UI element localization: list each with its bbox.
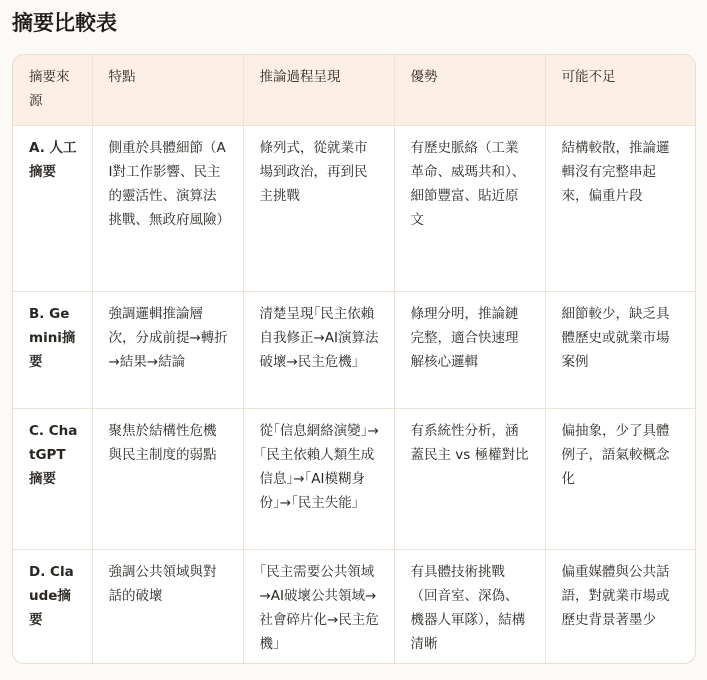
cell-strengths: 有系統性分析，涵蓋民主 vs 極權對比 [394,409,545,550]
header-reasoning: 推論過程呈現 [243,55,394,126]
cell-features: 側重於具體細節（AI對工作影響、民主的靈活性、演算法挑戰、無政府風險） [92,126,243,292]
cell-source: B. Gemini摘要 [13,292,92,409]
cell-reasoning: 從｢信息網絡演變｣→｢民主依賴人類生成信息｣→｢AI模糊身份｣→｢民主失能｣ [243,409,394,550]
cell-reasoning: ｢民主需要公共領域→AI破壞公共領域→社會碎片化→民主危機｣ [243,550,394,665]
table-row [13,409,695,550]
cell-features: 強調邏輯推論層次，分成前提→轉折→結果→結論 [92,292,243,409]
comparison-table [12,54,696,664]
cell-source: C. ChatGPT摘要 [13,409,92,550]
header-features: 特點 [92,55,243,126]
cell-strengths: 有歷史脈絡（工業革命、威瑪共和）、細節豐富、貼近原文 [394,126,545,292]
header-strengths: 優勢 [394,55,545,126]
cell-weaknesses: 細節較少，缺乏具體歷史或就業市場案例 [545,292,695,409]
cell-source: D. Claude摘要 [13,550,92,665]
cell-strengths: 條理分明，推論鏈完整，適合快速理解核心邏輯 [394,292,545,409]
cell-source: A. 人工摘要 [13,126,92,292]
table-row [13,292,695,409]
cell-features: 聚焦於結構性危機與民主制度的弱點 [92,409,243,550]
cell-reasoning: 清楚呈現｢民主依賴自我修正→AI演算法破壞→民主危機｣ [243,292,394,409]
header-source: 摘要來源 [13,55,92,126]
cell-features: 強調公共領域與對話的破壞 [92,550,243,665]
table-header-row [13,55,695,126]
cell-reasoning: 條列式，從就業市場到政治，再到民主挑戰 [243,126,394,292]
cell-weaknesses: 偏重媒體與公共話語，對就業市場或歷史背景著墨少 [561,564,670,628]
cell-weaknesses: 結構較散，推論邏輯沒有完整串起來，偏重片段 [545,126,695,292]
page-title: 摘要比較表 [12,11,117,35]
cell-strengths: 有具體技術挑戰（回音室、深偽、機器人軍隊），結構清晰 [394,550,545,665]
cell-weaknesses: 偏抽象，少了具體例子，語氣較概念化 [545,409,695,550]
table-row [13,126,695,292]
header-weaknesses: 可能不足 [545,55,695,126]
table-row [13,550,695,665]
